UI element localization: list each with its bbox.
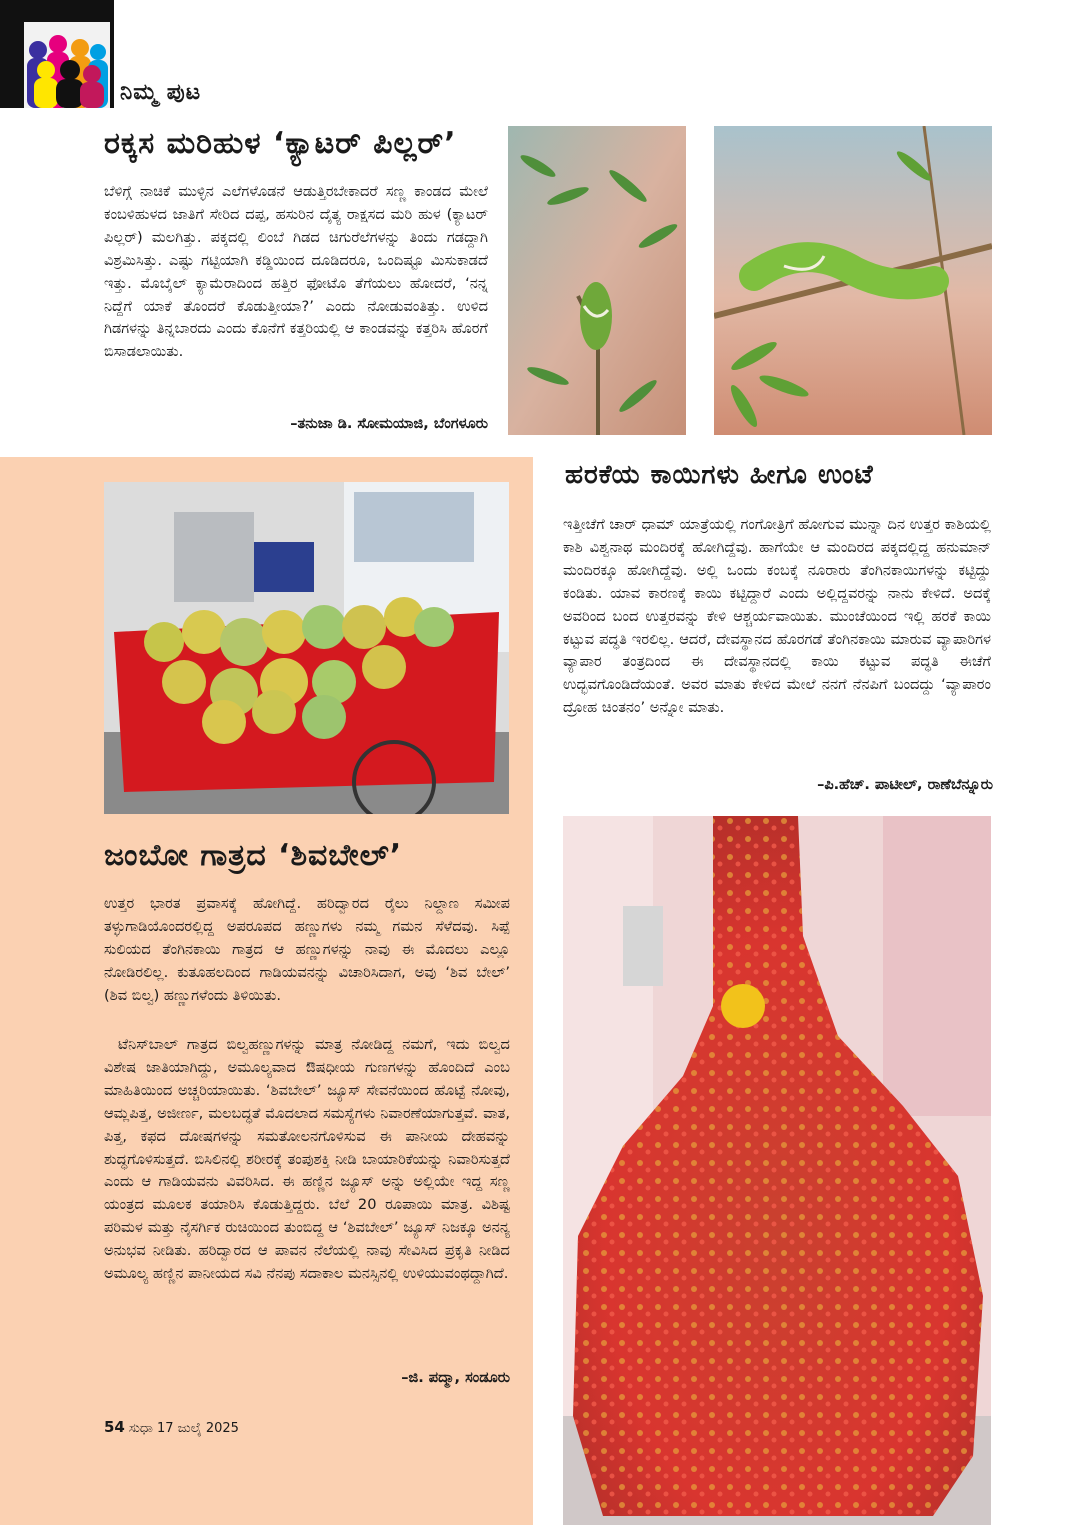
article-body-caterpillar: ಬೆಳಿಗ್ಗೆ ನಾಚಿಕೆ ಮುಳ್ಳಿನ ಎಲೆಗಳೊಡನೆ ಆಡುತ್ತಿರಬೇಕಾದರೆ ಸಣ್ಣ ಕಾಂಡದ ಮೇಲೆ ಕಂಬಳಿಹುಳದ ಜಾತಿಗೆ ಸೇರಿದ ದಪ್ಪ, ಹಸುರಿನ ದೈತ್ಯ ರಾಕ್ಷಸದ ಮರಿ ಹುಳ (ಕ್ಯಾಟರ್ ಪಿಲ್ಲರ್) ಮಲಗಿತ್ತು. ಪಕ್ಕದಲ್ಲಿ ಲಿಂಬೆ ಗಿಡದ ಚಿಗುರೆಲೆಗಳನ್ನು ತಿಂದು ಗಡದ್ದಾಗಿ ವಿಶ್ರಮಿಸಿತ್ತು. ಎಷ್ಟು ಗಟ್ಟಿಯಾಗಿ ಕಡ್ಡಿಯಿಂದ ದೂಡಿದರೂ, ಒಂದಿಷ್ಟೂ ಮಿಸುಕಾಡದೆ ಇತ್ತು. ಮೊಬೈಲ್ ಕ್ಯಾಮೆರಾದಿಂದ ಹತ್ತಿರ ಫೋಟೊ ತೆಗೆಯಲು ಹೋದರೆ, ‘ನನ್ನ ನಿದ್ದೆಗೆ ಯಾಕೆ ತೊಂದರೆ ಕೊಡುತ್ತೀಯಾ?’ ಎಂದು ನೋಡುವಂತಿತ್ತು. ಉಳಿದ ಗಿಡಗಳನ್ನು ತಿನ್ನಬಾರದು ಎಂದು ಕೊನೆಗೆ ಕತ್ತರಿಯಲ್ಲಿ ಆ ಕಾಂಡವನ್ನು ಕತ್ತರಿಸಿ ಹೊರಗೆ ಬಿಸಾಡಲಾಯಿತು. <box>104 183 488 361</box>
caterpillar-photo-1 <box>508 126 686 435</box>
caterpillar-photo-icon <box>714 126 992 435</box>
caterpillar-photo-icon <box>508 126 686 435</box>
byline-caterpillar: –ತನುಜಾ ಡಿ. ಸೋಮಯಾಜಿ, ಬೆಂಗಳೂರು <box>290 416 488 432</box>
people-silhouettes-logo-icon <box>24 22 110 108</box>
article-title-coconuts: ಹರಕೆಯ ಕಾಯಿಗಳು ಹೀಗೂ ಉಂಟೆ <box>565 460 874 490</box>
fruit-cart-photo-icon <box>104 482 509 814</box>
article-body-shivabel-para1: ಉತ್ತರ ಭಾರತ ಪ್ರವಾಸಕ್ಕೆ ಹೋಗಿದ್ದೆ. ಹರಿದ್ವಾರದ ರೈಲು ನಿಲ್ದಾಣ ಸಮೀಪ ತಳ್ಳುಗಾಡಿಯೊಂದರಲ್ಲಿದ್ದ ಅಪರೂಪದ ಹಣ್ಣುಗಳು ನಮ್ಮ ಗಮನ ಸೆಳೆದವು. ಸಿಪ್ಪೆ ಸುಲಿಯದ ತೆಂಗಿನಕಾಯಿ ಗಾತ್ರದ ಆ ಹಣ್ಣುಗಳನ್ನು ನಾವು ಈ ಮೊದಲು ಎಲ್ಲೂ ನೋಡಿರಲಿಲ್ಲ. ಕುತೂಹಲದಿಂದ ಗಾಡಿಯವನನ್ನು ವಿಚಾರಿಸಿದಾಗ, ಅವು ‘ಶಿವ ಬೇಲ್’ (ಶಿವ ಬಿಲ್ವ) ಹಣ್ಣುಗಳೆಂದು ತಿಳಿಯಿತು. <box>104 895 510 1004</box>
article-body-coconuts: ಇತ್ತೀಚೆಗೆ ಚಾರ್ ಧಾಮ್ ಯಾತ್ರೆಯಲ್ಲಿ ಗಂಗೋತ್ರಿಗೆ ಹೋಗುವ ಮುನ್ನಾ ದಿನ ಉತ್ತರ ಕಾಶಿಯಲ್ಲಿ ಕಾಶಿ ವಿಶ್ವನಾಥ ಮಂದಿರಕ್ಕೆ ಹೋಗಿದ್ದೆವು. ಹಾಗೆಯೇ ಆ ಮಂದಿರದ ಪಕ್ಕದಲ್ಲಿದ್ದ ಹನುಮಾನ್ ಮಂದಿರಕ್ಕೂ ಹೋಗಿದ್ದೆವು. ಅಲ್ಲಿ ಒಂದು ಕಂಬಕ್ಕೆ ನೂರಾರು ತೆಂಗಿನಕಾಯಿಗಳನ್ನು ಕಟ್ಟಿದ್ದು ಕಂಡಿತು. ಯಾವ ಕಾರಣಕ್ಕೆ ಕಾಯಿ ಕಟ್ಟಿದ್ದಾರೆ ಎಂದು ಅಲ್ಲಿದ್ದವರನ್ನು ನಾನು ಕೇಳಿದೆ. ಅದಕ್ಕೆ ಅವರಿಂದ ಬಂದ ಉತ್ತರವನ್ನು ಕೇಳಿ ಆಶ್ಚರ್ಯವಾಯಿತು. ಮುಂಚೆಯಿಂದ ಇಲ್ಲಿ ಹರಕೆ ಕಾಯಿ ಕಟ್ಟುವ ಪದ್ಧತಿ ಇರಲಿಲ್ಲ. ಆದರೆ, ದೇವಸ್ಥಾನದ ಹೊರಗಡೆ ತೆಂಗಿನಕಾಯಿ ಮಾರುವ ವ್ಯಾಪಾರಿಗಳ ವ್ಯಾಪಾರ ತಂತ್ರದಿಂದ ಈ ದೇವಸ್ಥಾನದಲ್ಲಿ ಕಾಯಿ ಕಟ್ಟುವ ಪದ್ಧತಿ ಈಚೆಗೆ ಉದ್ಭವಗೊಂಡಿದೆಯಂತೆ. ಅವರ ಮಾತು ಕೇಳಿದ ಮೇಲೆ ನನಗೆ ನೆನಪಿಗೆ ಬಂದದ್ದು ‘ವ್ಯಾಪಾರಂ ದ್ರೋಹ ಚಿಂತನಂ’ ಅನ್ನೋ ಮಾತು. <box>563 516 991 717</box>
caterpillar-photo-2 <box>714 126 992 435</box>
byline-shivabel: –ಜಿ. ಪದ್ಮಾ, ಸಂಡೂರು <box>401 1370 510 1386</box>
article-title-shivabel: ಜಂಬೋ ಗಾತ್ರದ ‘ಶಿವಬೇಲ್’ <box>104 838 403 873</box>
coconut-offering-photo <box>563 816 991 1525</box>
section-title: ನಿಮ್ಮ ಪುಟ <box>120 80 202 105</box>
byline-coconuts: –ಪಿ.ಹೆಚ್. ಪಾಟೀಲ್, ರಾಣೆಬೆನ್ನೂರು <box>817 777 993 793</box>
page-number: 54 <box>104 1418 125 1436</box>
coconut-offering-photo-icon <box>563 816 991 1525</box>
article-body-shivabel-para2: ಟೆನಿಸ್‌ಬಾಲ್ ಗಾತ್ರದ ಬಿಲ್ವಹಣ್ಣುಗಳನ್ನು ಮಾತ್ರ ನೋಡಿದ್ದ ನಮಗೆ, ಇದು ಬಿಲ್ವದ ವಿಶೇಷ ಜಾತಿಯಾಗಿದ್ದು, ಅಮೂಲ್ಯವಾದ ಔಷಧೀಯ ಗುಣಗಳನ್ನು ಹೊಂದಿದೆ ಎಂಬ ಮಾಹಿತಿಯಿಂದ ಅಚ್ಚರಿಯಾಯಿತು. ‘ಶಿವಬೇಲ್’ ಜ್ಯೂಸ್ ಸೇವನೆಯಿಂದ ಹೊಟ್ಟೆ ನೋವು, ಆಮ್ಲಪಿತ್ತ, ಅಜೀರ್ಣ, ಮಲಬದ್ಧತೆ ಮೊದಲಾದ ಸಮಸ್ಯೆಗಳು ನಿವಾರಣೆಯಾಗುತ್ತವೆ. ವಾತ, ಪಿತ್ತ, ಕಫದ ದೋಷಗಳನ್ನು ಸಮತೋಲನಗೊಳಿಸುವ ಈ ಪಾನೀಯ ದೇಹವನ್ನು ಶುದ್ಧಗೊಳಿಸುತ್ತದೆ. ಬಿಸಿಲಿನಲ್ಲಿ ಶರೀರಕ್ಕೆ ತಂಪುಶಕ್ತಿ ನೀಡಿ ಬಾಯಾರಿಕೆಯನ್ನು ನಿವಾರಿಸುತ್ತದೆ ಎಂದು ಆ ಗಾಡಿಯವನು ವಿವರಿಸಿದ. ಈ ಹಣ್ಣಿನ ಜ್ಯೂಸ್ ಅನ್ನು ಅಲ್ಲಿಯೇ ಇದ್ದ ಸಣ್ಣ ಯಂತ್ರದ ಮೂಲಕ ತಯಾರಿಸಿ ಕೊಡುತ್ತಿದ್ದರು. ಬೆಲೆ 20 ರೂಪಾಯಿ ಮಾತ್ರ. ವಿಶಿಷ್ಟ ಪರಿಮಳ ಮತ್ತು ನೈಸರ್ಗಿಕ ರುಚಿಯಿಂದ ತುಂಬಿದ್ದ ಆ ‘ಶಿವಬೇಲ್’ ಜ್ಯೂಸ್ ನಿಜಕ್ಕೂ ಅನನ್ಯ ಅನುಭವ ನೀಡಿತು. ಹರಿದ್ವಾರದ ಆ ಪಾವನ ನೆಲೆಯಲ್ಲಿ ನಾವು ಸೇವಿಸಿದ ಪ್ರಕೃತಿ ನೀಡಿದ ಅಮೂಲ್ಯ ಹಣ್ಣಿನ ಪಾನೀಯದ ಸವಿ ನೆನಪು ಸದಾಕಾಲ ಮನಸ್ಸಿನಲ್ಲಿ ಉಳಿಯುವಂಥದ್ದಾಗಿದೆ. <box>104 1036 510 1283</box>
issue-info: ಸುಧಾ 17 ಜುಲೈ 2025 <box>128 1421 239 1436</box>
fruit-cart-photo <box>104 482 509 814</box>
article-title-caterpillar: ರಕ್ಕಸ ಮರಿಹುಳ ‘ಕ್ಯಾಟರ್ ಪಿಲ್ಲರ್’ <box>104 126 457 161</box>
page-footer <box>104 1418 239 1436</box>
